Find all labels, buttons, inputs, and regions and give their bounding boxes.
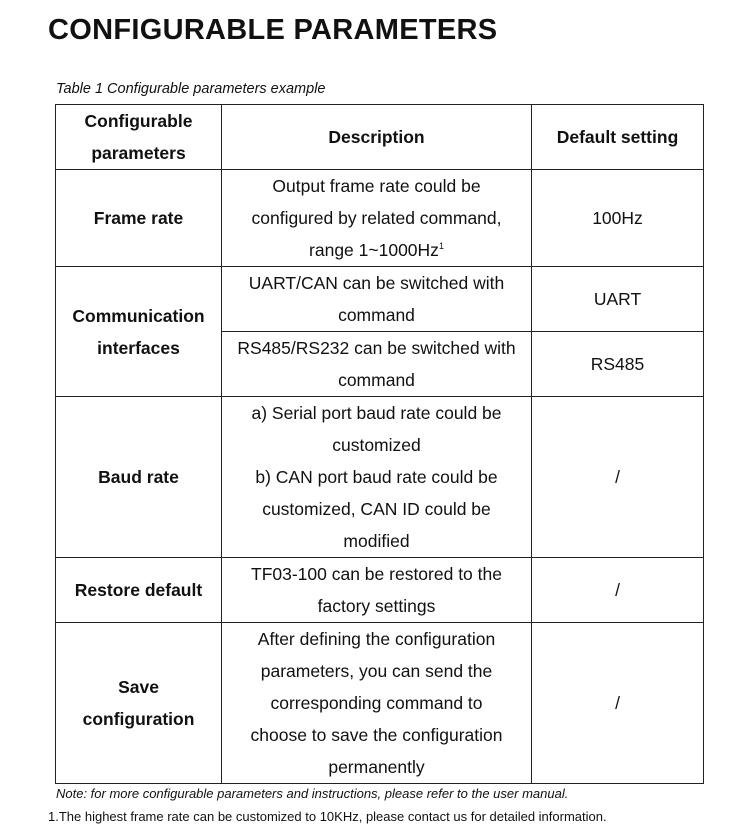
- header-description: Description: [222, 105, 532, 170]
- description-line: RS485/RS232 can be switched with: [237, 338, 516, 358]
- description-line: [230, 234, 523, 266]
- table-row-restore-default: [56, 558, 704, 623]
- description-line: permanently: [328, 757, 425, 777]
- row-default-setting: /: [532, 623, 704, 784]
- row-label-line: Restore default: [74, 580, 203, 600]
- row-label-line: interfaces: [97, 337, 180, 358]
- description-line: parameters, you can send the: [260, 661, 493, 681]
- description-line: a) Serial port baud rate could be: [251, 403, 502, 423]
- parameters-table: [55, 104, 704, 784]
- row-default-setting: 100Hz: [532, 170, 704, 267]
- description-line: choose to save the configuration: [250, 725, 503, 745]
- footnote: 1.The highest frame rate can be customized to 10KHz, please contact us for detailed information.: [48, 809, 607, 824]
- row-default-setting: RS485: [532, 332, 704, 397]
- row-description: [222, 623, 532, 784]
- description-line: Output frame rate could be: [272, 176, 481, 196]
- row-label-line: configuration: [82, 709, 195, 729]
- row-description: [222, 332, 532, 397]
- description-line: UART/CAN can be switched with: [248, 273, 505, 293]
- header-configurable-parameters: [56, 105, 222, 170]
- header-param-line: parameters: [91, 143, 186, 163]
- header-default-setting: Default setting: [532, 105, 704, 170]
- description-line-text: range 1~1000Hz: [309, 240, 439, 260]
- table-note: Note: for more configurable parameters and instructions, please refer to the user manual.: [56, 786, 569, 801]
- row-label: [56, 558, 222, 623]
- footnote-reference: 1: [438, 241, 444, 251]
- row-label: [56, 170, 222, 267]
- table-row-frame-rate: [56, 170, 704, 267]
- description-line: customized: [332, 435, 421, 455]
- description-line: command: [338, 370, 415, 390]
- row-label: [56, 397, 222, 558]
- row-description: [222, 558, 532, 623]
- table-caption: Table 1 Configurable parameters example: [56, 81, 326, 97]
- table-row-communication-interfaces: [56, 267, 704, 332]
- row-default-setting: /: [532, 397, 704, 558]
- row-description: [222, 267, 532, 332]
- row-label-line: Baud rate: [98, 467, 179, 487]
- description-line: customized, CAN ID could be: [262, 499, 491, 519]
- table-row-baud-rate: [56, 397, 704, 558]
- row-default-setting: UART: [532, 267, 704, 332]
- table-header-row: [56, 105, 704, 170]
- description-line: TF03-100 can be restored to the: [251, 564, 502, 584]
- description-line: modified: [343, 531, 410, 551]
- description-line: command: [338, 305, 415, 325]
- description-line: corresponding command to: [270, 693, 483, 713]
- row-description: [222, 170, 532, 267]
- row-default-setting: /: [532, 558, 704, 623]
- table-row-save-configuration: [56, 623, 704, 784]
- row-label-line: Save: [118, 677, 159, 697]
- row-label-line: Communication: [72, 305, 205, 326]
- description-line: After defining the configuration: [257, 629, 496, 649]
- row-label-line: Frame rate: [93, 208, 184, 228]
- row-description: [222, 397, 532, 558]
- description-line: factory settings: [317, 596, 436, 616]
- page-title: CONFIGURABLE PARAMETERS: [48, 14, 498, 46]
- row-label: [56, 267, 222, 397]
- description-line: b) CAN port baud rate could be: [255, 467, 498, 487]
- description-line: configured by related command,: [251, 208, 502, 228]
- header-param-line: Configurable: [84, 111, 193, 131]
- row-label: [56, 623, 222, 784]
